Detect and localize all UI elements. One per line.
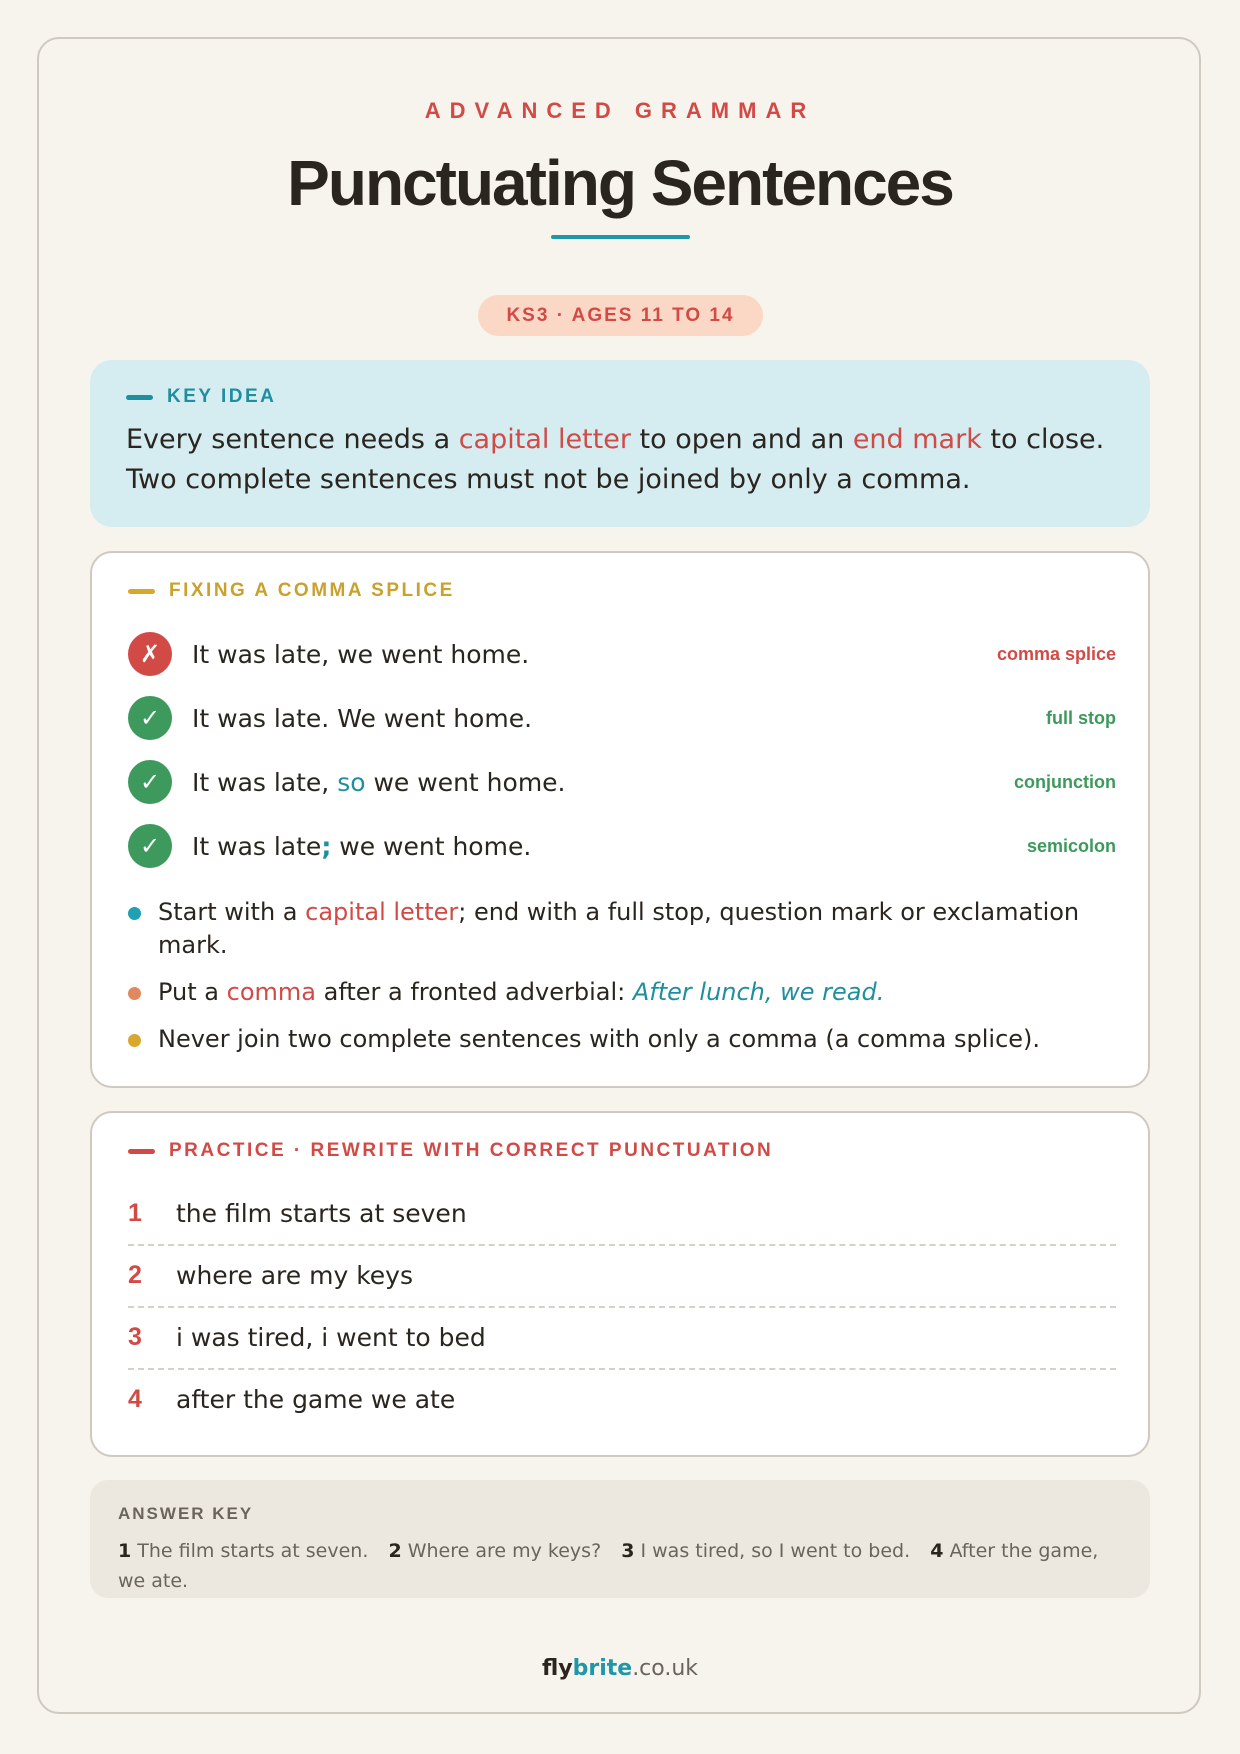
check-icon: ✓ [128, 696, 172, 740]
key-term-capital-letter: capital letter [458, 424, 631, 455]
example-sentence: It was late. We went home. [192, 703, 533, 733]
tip-text: Put a [158, 978, 227, 1006]
answer-key-card [90, 1480, 1150, 1598]
answer-number: 3 [621, 1540, 635, 1562]
example-row [128, 759, 1116, 805]
practice-item [128, 1182, 1116, 1246]
heading-dash [128, 589, 155, 594]
answer-text: After the game, we ate. [118, 1540, 1099, 1592]
example-tag: comma splice [996, 643, 1116, 664]
practice-heading [128, 1140, 773, 1162]
tip-term: comma [226, 978, 316, 1006]
practice-text: where are my keys [176, 1260, 413, 1290]
key-idea-text [126, 420, 1126, 500]
key-idea-heading-label: KEY IDEA [167, 386, 277, 407]
example-row [128, 631, 1116, 677]
answer-number: 2 [388, 1540, 402, 1562]
practice-number: 3 [128, 1322, 142, 1351]
answer-text: The film starts at seven. [137, 1540, 369, 1562]
sentence-part: It was late, [192, 767, 338, 797]
example-sentence: It was late, we went home. [192, 639, 530, 669]
practice-number: 1 [128, 1198, 142, 1227]
example-tag: conjunction [1014, 771, 1116, 792]
sentence-part: It was late [192, 831, 322, 861]
practice-number: 2 [128, 1260, 142, 1289]
tip-item [128, 896, 1088, 962]
example-row [128, 823, 1116, 869]
brand-domain: .co.uk [632, 1656, 699, 1681]
tip-text: Never join two complete sentences with only a comma (a comma splice). [158, 1025, 1041, 1053]
brand-fly: fly [541, 1656, 573, 1681]
tip-text: after a fronted adverbial: [315, 978, 633, 1006]
key-text-line2: Two complete sentences must not be joined by only a comma. [126, 464, 971, 495]
practice-card [90, 1111, 1150, 1457]
key-text-part: to close. [981, 424, 1105, 455]
tips-list [128, 896, 1088, 1070]
footer-brand [0, 1656, 1240, 1681]
practice-item [128, 1306, 1116, 1370]
highlight-semicolon: ; [321, 831, 332, 861]
sentence-part: we went home. [331, 831, 532, 861]
example-sentence [192, 832, 1027, 861]
practice-text: the film starts at seven [176, 1198, 467, 1228]
page-title: Punctuating Sentences [287, 147, 953, 219]
key-idea-card [90, 360, 1150, 527]
highlight-conjunction: so [337, 767, 366, 797]
key-text-part: to open and an [630, 424, 853, 455]
tip-text: ; end with a full stop, question mark or exclamation mark. [158, 898, 1080, 959]
answer-text: I was tired, so I went to bed. [640, 1540, 911, 1562]
check-icon: ✓ [128, 824, 172, 868]
brand-brite: brite [572, 1656, 633, 1681]
example-sentence [192, 768, 1014, 797]
eyebrow: ADVANCED GRAMMAR [424, 98, 816, 123]
level-pill: KS3 · AGES 11 TO 14 [478, 295, 763, 336]
bullet-dot [128, 907, 141, 920]
key-idea-heading [126, 386, 276, 408]
answer-number: 4 [930, 1540, 944, 1562]
example-row [128, 695, 1116, 741]
comma-splice-heading-label: FIXING A COMMA SPLICE [169, 580, 455, 601]
answer-text: Where are my keys? [407, 1540, 602, 1562]
answer-key-text [118, 1536, 1118, 1596]
example-tag: semicolon [1026, 835, 1116, 856]
practice-item [128, 1244, 1116, 1308]
title-underline [551, 235, 690, 239]
comma-splice-card [90, 551, 1150, 1088]
answer-key-heading: ANSWER KEY [118, 1504, 254, 1523]
tip-example: After lunch, we read. [632, 978, 885, 1006]
key-term-end-mark: end mark [852, 424, 982, 455]
practice-text: after the game we ate [176, 1384, 456, 1414]
tip-text: Start with a [158, 898, 306, 926]
sentence-part: we went home. [365, 767, 566, 797]
practice-number: 4 [128, 1384, 142, 1413]
practice-text: i was tired, i went to bed [176, 1322, 486, 1352]
bullet-dot [128, 1034, 141, 1047]
tip-item [128, 976, 1088, 1009]
example-tag: full stop [1046, 707, 1116, 728]
cross-icon: ✗ [128, 632, 172, 676]
comma-splice-heading [128, 580, 455, 602]
bullet-dot [128, 987, 141, 1000]
heading-dash [128, 1149, 155, 1154]
practice-heading-label: PRACTICE · REWRITE WITH CORRECT PUNCTUATION [169, 1140, 774, 1161]
answer-number: 1 [118, 1540, 132, 1562]
key-text-part: Every sentence needs a [126, 424, 459, 455]
tip-item [128, 1023, 1088, 1056]
practice-item [128, 1368, 1116, 1430]
heading-dash [126, 395, 153, 400]
check-icon: ✓ [128, 760, 172, 804]
tip-term: capital letter [305, 898, 459, 926]
